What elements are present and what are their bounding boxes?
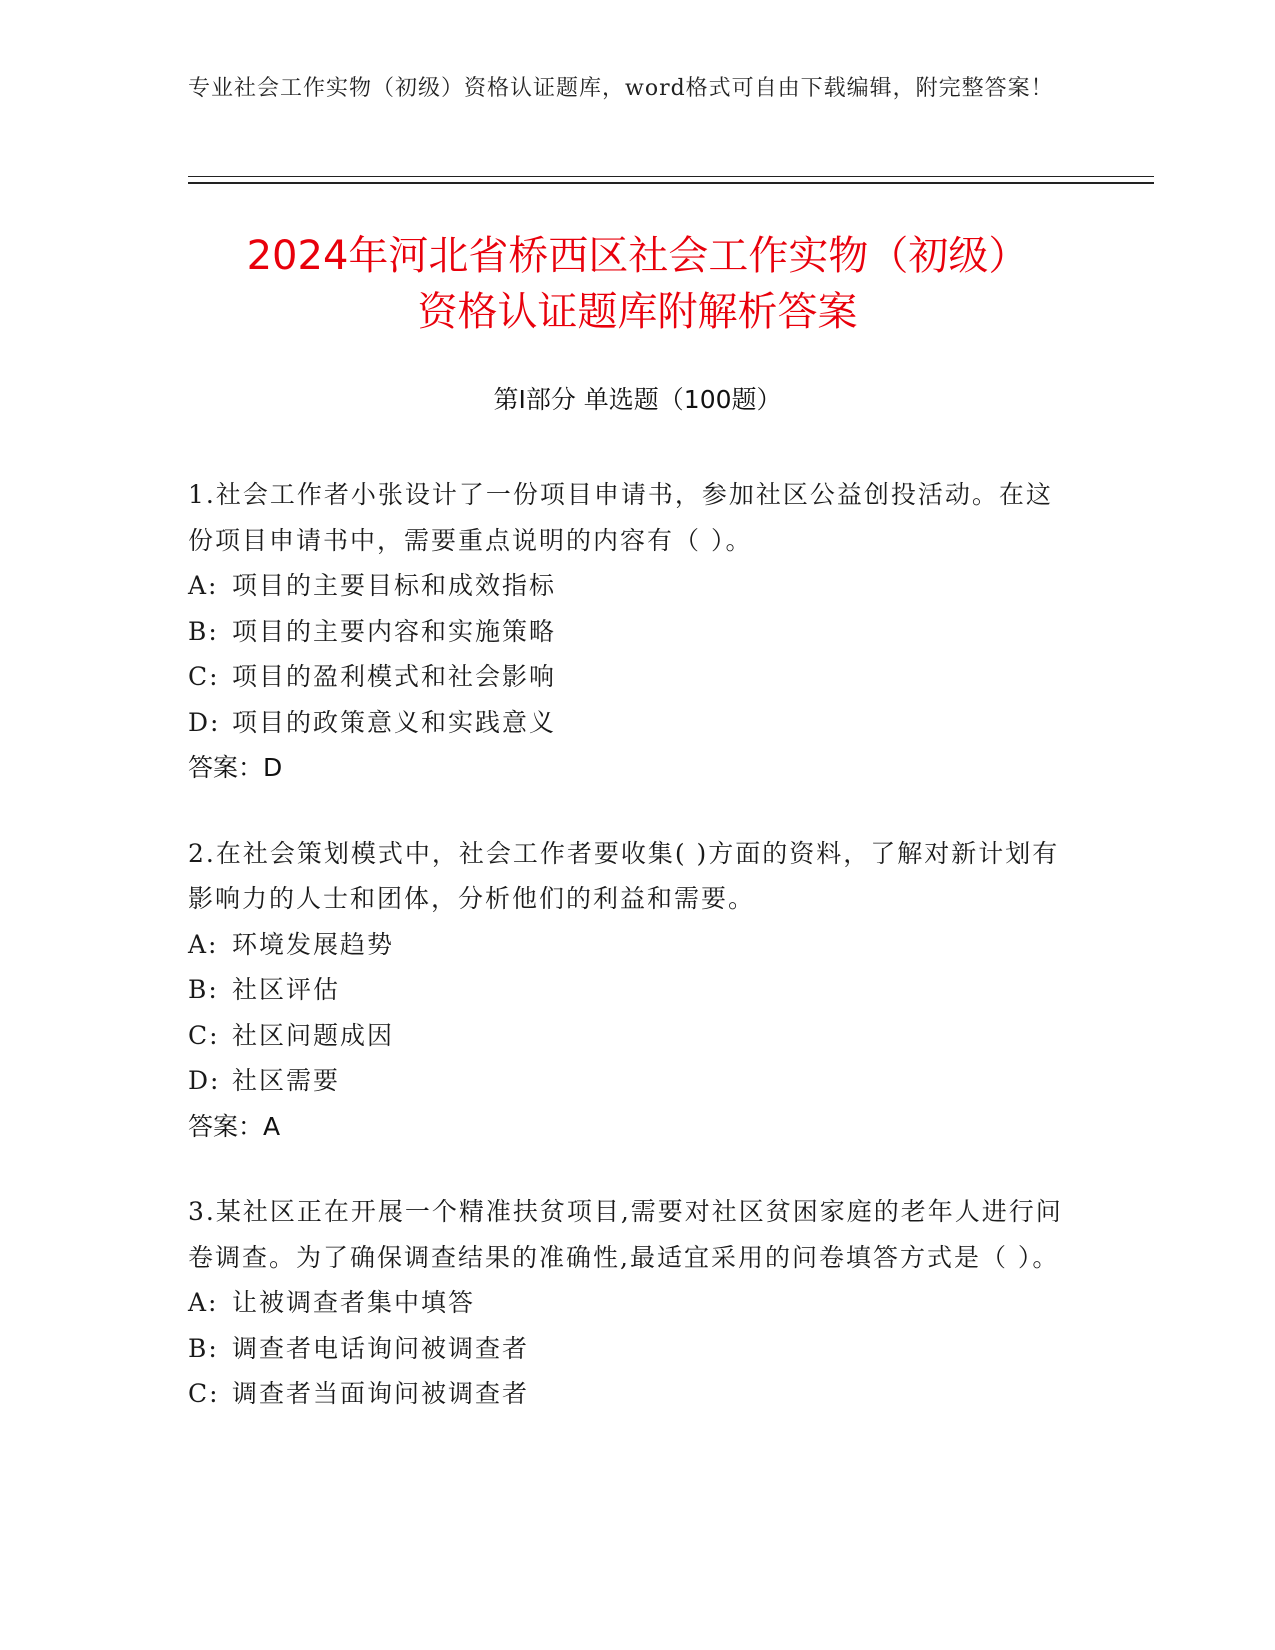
option-text: 环境发展趋势 <box>232 929 395 959</box>
option-text: 社区问题成因 <box>232 1020 395 1050</box>
question-stem: 3.某社区正在开展一个精准扶贫项目,需要对社区贫困家庭的老年人进行问卷调查。为了确保调查结果的准确性,最适宜采用的问卷填答方式是（ ）。 <box>188 1197 1063 1272</box>
option-text: 调查者当面询问被调查者 <box>232 1379 530 1408</box>
option-c <box>188 1371 1068 1417</box>
option-letter: C: <box>188 1020 220 1050</box>
question-answer: 答案：A <box>188 1111 281 1141</box>
option-b <box>188 967 1068 1013</box>
option-letter: D: <box>188 707 221 737</box>
option-a <box>188 922 1068 968</box>
option-letter: C: <box>188 662 220 691</box>
question-stem: 1.社会工作者小张设计了一份项目申请书，参加社区公益创投活动。在这份项目申请书中，需要重点说明的内容有（ ）。 <box>188 480 1053 555</box>
question-3 <box>188 1189 1068 1417</box>
option-letter: B: <box>188 1333 219 1363</box>
document-title-line-2: 资格认证题库附解析答案 <box>417 289 858 335</box>
document-title-line-1: 2024年河北省桥西区社会工作实物（初级） <box>246 233 1029 279</box>
option-letter: A: <box>188 1288 219 1317</box>
option-letter: D: <box>188 1066 221 1095</box>
option-text: 让被调查者集中填答 <box>232 1288 476 1317</box>
option-text: 项目的主要目标和成效指标 <box>232 571 557 600</box>
question-answer: 答案：D <box>188 753 283 782</box>
question-1 <box>188 472 1068 791</box>
option-a <box>188 563 1068 609</box>
header-note: 专业社会工作实物（初级）资格认证题库，word格式可自由下载编辑，附完整答案！ <box>188 76 1054 101</box>
question-stem: 2.在社会策划模式中，社会工作者要收集( )方面的资料，了解对新计划有影响力的人士和团体，分析他们的利益和需要。 <box>188 838 1060 913</box>
option-text: 社区需要 <box>232 1066 341 1095</box>
option-b <box>188 1326 1068 1372</box>
question-2 <box>188 831 1068 1150</box>
section-heading: 第Ⅰ部分 单选题（100题） <box>493 385 782 414</box>
option-text: 项目的政策意义和实践意义 <box>232 707 557 737</box>
document-title <box>160 228 1115 340</box>
question-list <box>188 472 1068 1457</box>
header-divider <box>188 176 1154 184</box>
option-d <box>188 700 1068 746</box>
option-letter: B: <box>188 616 219 646</box>
option-letter: C: <box>188 1379 220 1408</box>
option-a <box>188 1280 1068 1326</box>
option-letter: A: <box>188 929 219 959</box>
option-d <box>188 1058 1068 1104</box>
option-text: 项目的主要内容和实施策略 <box>232 616 557 646</box>
option-letter: B: <box>188 975 219 1004</box>
option-text: 项目的盈利模式和社会影响 <box>232 662 557 691</box>
option-text: 社区评估 <box>232 975 341 1004</box>
option-text: 调查者电话询问被调查者 <box>232 1333 530 1363</box>
option-c <box>188 1013 1068 1059</box>
option-c <box>188 654 1068 700</box>
option-letter: A: <box>188 571 219 600</box>
option-b <box>188 609 1068 655</box>
